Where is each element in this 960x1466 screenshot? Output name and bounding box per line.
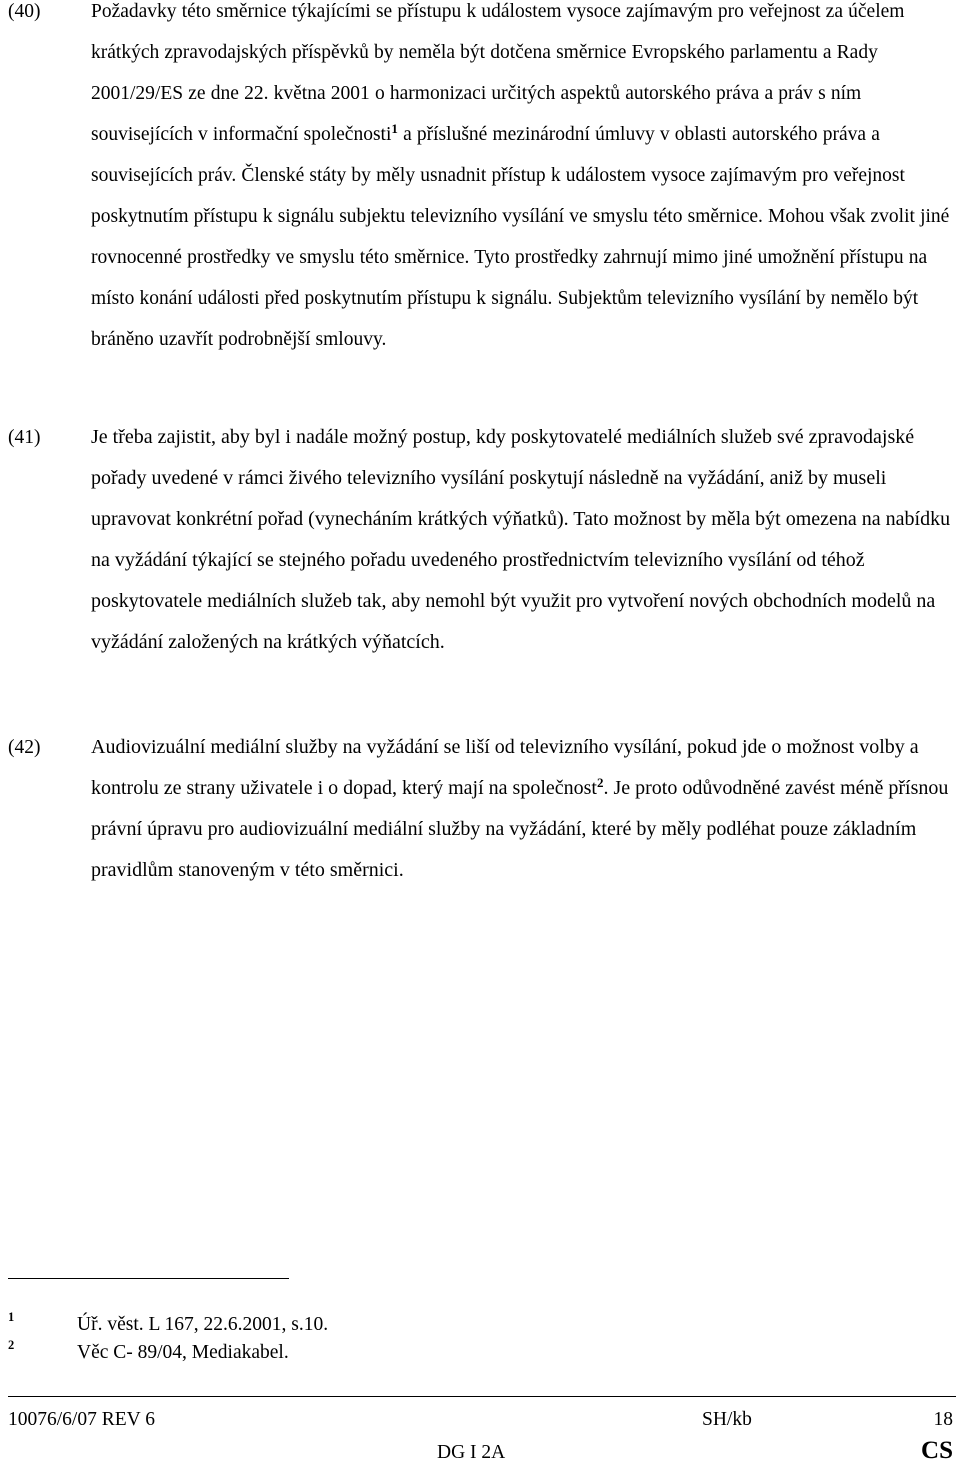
directorate-code: DG I 2A [437,1442,506,1463]
paragraph-text [91,0,957,360]
paragraph-text-part: Požadavky této směrnice týkajícími se přístupu k událostem vysoce zajímavým pro veřejnost za účelem krátkých zpravodajských příspěvků by neměla být dotčena směrnice Evropského parlamentu a Rady 2001/29/ES ze dne 22. května 2001 o harmonizaci určitých aspektů autorského práva a práv s ním souvisejících v informační společnosti [91,1,905,145]
footnote-mark: 1 [8,1310,15,1324]
paragraph-number: (40) [8,1,41,22]
footnote-text: Věc C- 89/04, Mediakabel. [77,1342,289,1363]
footnote [0,1310,960,1338]
footnote [0,1338,960,1366]
footnote-reference: 1 [391,121,398,136]
footnote-mark: 2 [8,1338,15,1352]
paragraph-text-part: a příslušné mezinárodní úmluvy v oblasti autorského práva a souvisejících práv. Členské státy by měly usnadnit přístup k událostem vysoce zajímavým pro veřejnost poskytnutím přístupu k signálu subjektu televizního vysílání ve smyslu této směrnice. Mohou však zvolit jiné rovnocenné prostředky ve smyslu této směrnice. Tyto prostředky zahrnují mimo jiné umožnění přístupu na místo konání události před poskytnutím přístupu k signálu. Subjektům televizního vysílání by nemělo být bráněno uzavřít podrobnější smlouvy. [91,124,950,350]
paragraph-text: Je třeba zajistit, aby byl i nadále možný postup, kdy poskytovatelé mediálních služeb své zpravodajské pořady uvedené v rámci živého televizního vysílání poskytují následně na vyžádání, aniž by museli upravovat konkrétní pořad (vynecháním krátkých výňatků). Tato možnost by měla být omezena na nabídku na vyžádání týkající se stejného pořadu uvedeného prostřednictvím televizního vysílání od téhož poskytovatele mediálních služeb tak, aby nemohl být využit pro vytvoření nových obchodních modelů na vyžádání založených na krátkých výňatcích. [91,426,951,653]
footer-separator [8,1396,956,1397]
paragraph-text-part: . Je proto odůvodněné zavést méně přísnou právní úpravu pro audiovizuální mediální služby na vyžádání, které by měly podléhat pouze základním pravidlům stanoveným v této směrnici. [91,777,949,881]
paragraph-number: (42) [8,737,41,758]
paragraph-number: (41) [8,427,41,448]
paragraph-text [91,727,957,891]
language-code: CS [921,1437,953,1464]
author-initials: SH/kb [702,1409,752,1430]
footnote-text: Úř. věst. L 167, 22.6.2001, s.10. [77,1314,329,1335]
page-number: 18 [933,1409,953,1430]
paragraph-text-part: Audiovizuální mediální služby na vyžádání se liší od televizního vysílání, pokud jde o možnost volby a kontrolu ze strany uživatele i o dopad, který mají na společnost [91,736,919,799]
document-reference: 10076/6/07 REV 6 [8,1409,155,1430]
footnote-separator [8,1278,289,1279]
footnote-reference: 2 [596,775,604,790]
